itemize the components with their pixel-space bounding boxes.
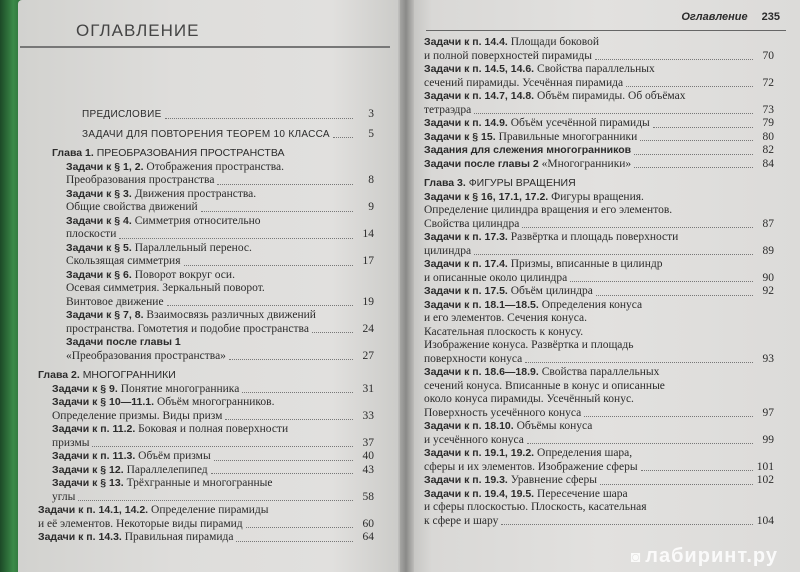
toc-entry: ЗАДАЧИ ДЛЯ ПОВТОРЕНИЯ ТЕОРЕМ 10 КЛАССА 5 [82, 127, 374, 140]
right-toc [424, 36, 774, 528]
toc-entry: Задачи к § 4. Симметрия относительно плоскости 14 [66, 214, 374, 240]
toc-entry: Задачи к п. 14.4. Площади боковой и полной поверхностей пирамиды 70 [424, 36, 774, 62]
chapter-heading: Глава 1. ПРЕОБРАЗОВАНИЯ ПРОСТРАНСТВА [52, 147, 285, 159]
toc-entry: Задачи к § 5. Параллельный перенос. Скользящая симметрия 17 [66, 241, 374, 267]
toc-entry: Задачи к п. 17.4. Призмы, вписанные в цилиндр и описанные около цилиндра 90 [424, 258, 774, 284]
toc-entry: Задачи к § 6. Поворот вокруг оси. Осевая симметрия. Зеркальный поворот. Винтовое движение 19 [66, 268, 374, 308]
toc-entry: Задачи к § 16, 17.1, 17.2. Фигуры вращения. Определение цилиндра вращения и его элементов. Свойства цилиндра 87 [424, 190, 774, 230]
toc-entry: Задачи к п. 11.3. Объём призмы 40 [52, 450, 374, 462]
toc-entry: Задачи к п. 14.9. Объём усечённой пирамиды 79 [424, 117, 774, 129]
left-toc [38, 108, 374, 545]
title-rule [20, 46, 390, 48]
watermark: ◙ лабиринт.ру [630, 545, 778, 567]
book-gutter [398, 0, 414, 572]
toc-entry: Задачи к п. 17.5. Объём цилиндра 92 [424, 285, 774, 297]
toc-entry: Задачи к § 15. Правильные многогранники 80 [424, 130, 774, 143]
toc-entry: Задачи к п. 14.5, 14.6. Свойства параллельных сечений пирамиды. Усечённая пирамида 72 [424, 63, 774, 89]
toc-entry: Задачи к § 12. Параллелепипед 43 [52, 463, 374, 476]
toc-entry: Задачи к п. 18.6—18.9. Свойства параллельных сечений конуса. Вписанные в конус и описанные около конуса пирамиды. Усечённый конус. Поверхность усечённого конуса 97 [424, 366, 774, 419]
toc-entry: Задачи к § 9. Понятие многогранника 31 [52, 382, 374, 395]
toc-entry: Задачи после главы 1 «Преобразования пространства» 27 [66, 336, 374, 362]
toc-entry: Задачи к § 1, 2. Отображения пространства. Преобразования пространства 8 [66, 160, 374, 186]
toc-entry: Задачи к п. 19.4, 19.5. Пересечение шара и сферы плоскостью. Плоскость, касательная к сфере и шару 104 [424, 487, 774, 527]
toc-entry: ПРЕДИСЛОВИЕ 3 [82, 108, 374, 120]
toc-entry: Задачи к п. 14.1, 14.2. Определение пирамиды и её элементов. Некоторые виды пирамид 60 [38, 504, 374, 530]
toc-entry: Задачи к п. 17.3. Развёртка и площадь поверхности цилиндра 89 [424, 231, 774, 257]
toc-entry: Задачи к п. 11.2. Боковая и полная поверхности призмы 37 [52, 423, 374, 449]
toc-entry: Задания для слежения многогранников 82 [424, 144, 774, 156]
toc-entry: Задачи к § 10—11.1. Объём многогранников. Определение призмы. Виды призм 33 [52, 396, 374, 422]
toc-entry: Задачи к п. 18.1—18.5. Определения конуса и его элементов. Сечения конуса. Касательная плоскость к конусу. Изображение конуса. Развёртка и площадь поверхности конуса 93 [424, 298, 774, 365]
toc-entry: Задачи к п. 18.10. Объёмы конуса и усечённого конуса 99 [424, 420, 774, 446]
toc-entry: Задачи к § 3. Движения пространства. Общие свойства движений 9 [66, 187, 374, 213]
running-head: Оглавление 235 [426, 8, 786, 31]
toc-entry: Задачи после главы 2 «Многогранники» 84 [424, 157, 774, 170]
page-number: 235 [761, 11, 780, 23]
page-title: ОГЛАВЛЕНИЕ [76, 21, 200, 40]
labyrinth-logo-icon: ◙ [630, 549, 642, 566]
chapter-heading: Глава 3. ФИГУРЫ ВРАЩЕНИЯ [424, 177, 576, 189]
toc-entry: Задачи к п. 19.1, 19.2. Определения шара, сферы и их элементов. Изображение сферы 101 [424, 447, 774, 473]
toc-entry: Задачи к п. 14.3. Правильная пирамида 64 [38, 531, 374, 543]
toc-entry: Задачи к § 7, 8. Взаимосвязь различных движений пространства. Гомотетия и подобие пространства 24 [66, 309, 374, 335]
toc-entry: Задачи к п. 14.7, 14.8. Объём пирамиды. Об объёмах тетраэдра 73 [424, 90, 774, 116]
toc-entry: Задачи к § 13. Трёхгранные и многогранные углы 58 [52, 477, 374, 503]
toc-entry: Задачи к п. 19.3. Уравнение сферы 102 [424, 474, 774, 486]
chapter-heading: Глава 2. МНОГОГРАННИКИ [38, 369, 176, 381]
